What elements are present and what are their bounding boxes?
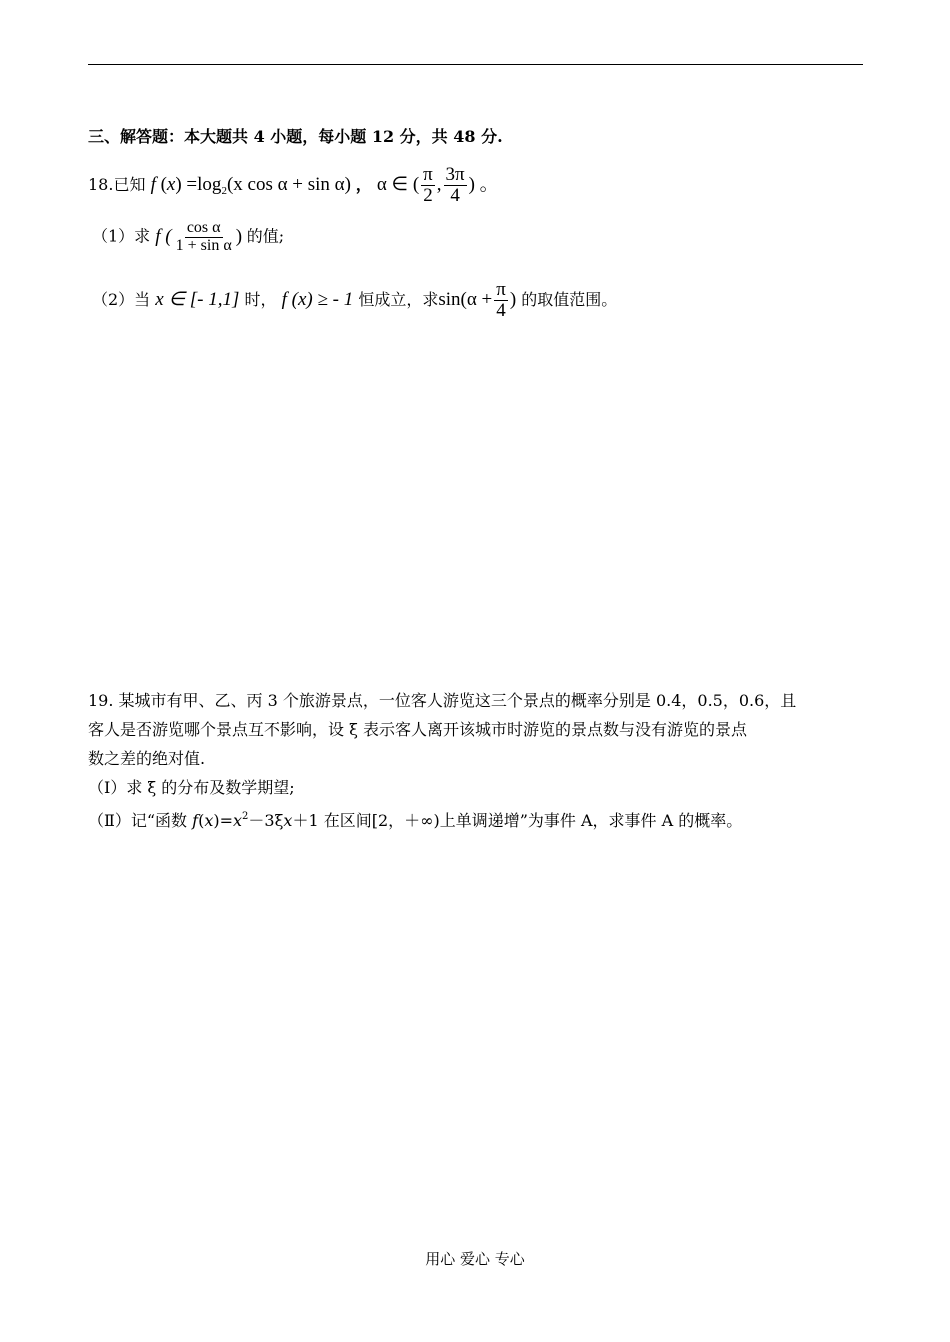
q19-part1: （Ⅰ）求 ξ 的分布及数学期望; [88, 778, 295, 797]
sin-text: sin(α + [438, 288, 493, 310]
section-heading: 三、解答题：本大题共 4 小题，每小题 12 分，共 48 分. [88, 127, 503, 146]
separator: ， [355, 174, 372, 194]
frac-den: 4 [496, 299, 506, 321]
q19-part2 [88, 802, 863, 835]
fraction-cos-over-1-plus-sin [174, 220, 234, 255]
frac-den: 1 + sin α [175, 236, 232, 254]
f-symbol: f [150, 173, 156, 195]
q19-line3: 数之差的绝对值. [88, 749, 206, 768]
f-call: f ( [155, 225, 172, 247]
exponent: 2 [242, 811, 249, 822]
q18-part1 [92, 220, 284, 255]
part2-label: （2）当 [92, 289, 151, 309]
equals: )= [213, 811, 234, 830]
fraction-pi-over-4 [494, 280, 508, 321]
part2-mid: 时， [244, 289, 277, 309]
x-symbol: x [283, 811, 293, 830]
q19-line2: 客人是否游览哪个景点互不影响，设 ξ 表示客人离开该城市时游览的景点数与没有游览的景点 [88, 720, 747, 739]
f-symbol: f [192, 811, 199, 830]
fraction-pi-over-2 [421, 165, 435, 206]
q19-line1: 19. 某城市有甲、乙、丙 3 个旅游景点，一位客人游览这三个景点的概率分别是 0.4，0.5，0.6，且 [88, 691, 797, 710]
log-base: 2 [221, 184, 227, 197]
frac-den: 4 [450, 184, 460, 206]
q18-number: 18. [88, 174, 114, 194]
header-rule [88, 64, 863, 65]
close-paren: ) [235, 225, 243, 247]
alpha-in: α ∈ ( [376, 173, 420, 195]
paren-open: ( [198, 811, 205, 830]
x-symbol: x [204, 811, 214, 830]
log-text: ) =log [175, 173, 222, 195]
q18-function: f $(x) =\log_2(x$ cos α + sin α) [150, 173, 351, 197]
q18-statement [88, 165, 499, 206]
q18-intro: 已知 [113, 174, 146, 194]
x-symbol: x [233, 811, 243, 830]
page-footer: 用心 爱心 专心 [425, 1250, 525, 1268]
part2-condition: x ∈ [- 1,1] [155, 288, 240, 310]
part2-mid2: 恒成立，求 [358, 289, 439, 309]
part2-prefix: （Ⅱ）记“函数 [88, 811, 193, 830]
frac-num: cos α [186, 219, 221, 236]
close-paren: ) [509, 288, 517, 310]
q18-part2 [92, 280, 617, 321]
minus-term: －3ξ [248, 811, 284, 830]
fraction-3pi-over-4 [444, 165, 467, 206]
frac-den: 2 [423, 184, 433, 206]
alpha-domain [376, 164, 499, 206]
close-paren: ) 。 [468, 173, 499, 195]
frac-num: π [423, 164, 433, 185]
log-argument: (x cos α + sin α) [226, 173, 351, 195]
part1-label: （1）求 [92, 226, 151, 246]
part2-expression [438, 279, 517, 321]
part2-suffix: ＋1 在区间[2，＋∞)上单调递增”为事件 A，求事件 A 的概率。 [292, 811, 743, 830]
part1-expression [155, 219, 247, 254]
comma: , [436, 173, 442, 195]
frac-num: 3π [445, 164, 465, 185]
frac-num: π [496, 279, 506, 300]
part1-tail: 的值; [246, 226, 285, 246]
part2-inequality: f (x) ≥ - 1 [281, 288, 354, 310]
part2-tail: 的取值范围。 [521, 289, 618, 309]
q19-block [88, 686, 863, 835]
x-symbol: x [166, 173, 176, 195]
